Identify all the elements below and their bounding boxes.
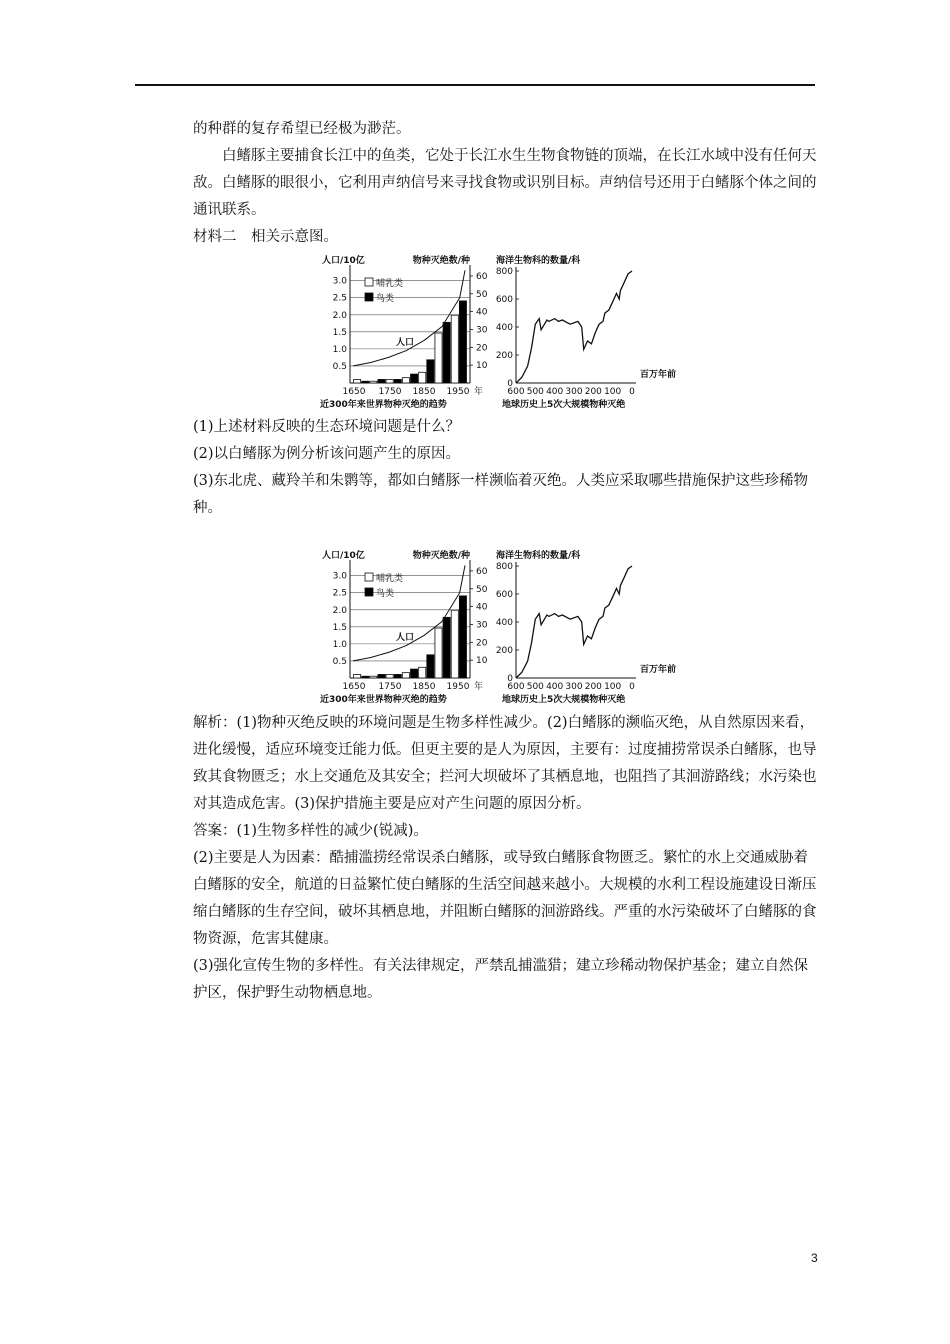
header-rule [135, 84, 815, 86]
bar-mammal [435, 333, 442, 383]
bar-mammal [451, 610, 458, 678]
line-chart-title: 地球历史上5次大规模物种灭绝 [502, 695, 626, 705]
right-tick-label: 20 [476, 343, 488, 354]
line-x-tick-label: 400 [546, 387, 564, 397]
left-tick-label: 0.5 [332, 361, 347, 372]
right-tick-label: 10 [476, 656, 488, 667]
bar-mammal [435, 628, 442, 678]
line-x-tick-label: 0 [629, 682, 635, 692]
bar-bird [459, 301, 466, 383]
legend-label-bird: 鸟类 [376, 589, 395, 599]
line-chart-title: 地球历史上5次大规模物种灭绝 [502, 400, 626, 410]
left-tick-label: 1.5 [332, 327, 347, 338]
bar-bird [443, 322, 450, 383]
bar-mammal [419, 667, 426, 678]
line-x-tick-label: 200 [584, 387, 602, 397]
right-tick-label: 40 [476, 307, 488, 318]
bar-chart-title: 近300年来世界物种灭绝的趋势 [320, 400, 447, 410]
line-x-tick-label: 100 [604, 682, 622, 692]
bar-mammal [402, 378, 409, 383]
population-curve-label: 人口 [396, 338, 415, 348]
right-tick-label: 10 [476, 361, 488, 372]
left-tick-label: 0.5 [332, 656, 347, 667]
x-tick-label: 年 [474, 387, 484, 397]
question-1: (1)上述材料反映的生态环境问题是什么？ [193, 419, 461, 435]
x-tick-label: 1650 [342, 387, 366, 397]
page-number: 3 [811, 1251, 818, 1265]
left-tick-label: 2.0 [332, 310, 347, 321]
analysis-section [193, 710, 817, 1007]
x-tick-label: 1950 [446, 682, 470, 692]
legend-swatch-bird [365, 588, 373, 596]
analysis-text: 解析：(1)物种灭绝反映的环境问题是生物多样性减少。(2)白鳍豚的濒临灭绝，从自然原因来看，进化缓慢，适应环境变迁能力低。但更主要的是人为原因，主要有：过度捕捞常误杀白鳍豚，也导致其食物匮乏；水上交通危及其安全；拦河大坝破坏了其栖息地，也阻挡了其洄游路线；水污染也对其造成危害。(3)保护措施主要是应对产生问题的原因分析。 [193, 715, 817, 812]
line-x-tick-label: 200 [584, 682, 602, 692]
left-tick-label: 2.5 [332, 588, 347, 599]
questions [193, 414, 817, 522]
bar-mammal [402, 673, 409, 678]
bar-mammal [370, 676, 377, 678]
line-y-tick-label: 600 [495, 590, 513, 600]
marine-families-line [516, 271, 632, 383]
right-tick-label: 20 [476, 638, 488, 649]
question-2: (2)以白鳍豚为例分析该问题产生的原因。 [193, 446, 461, 462]
bar-mammal [451, 315, 458, 383]
line-y-tick-label: 200 [495, 351, 513, 361]
figure-bottom-svg [320, 548, 690, 708]
line-x-tick-label: 500 [526, 682, 544, 692]
question-3: (3)东北虎、藏羚羊和朱鹮等，都如白鳍豚一样濒临着灭绝。人类应采取哪些措施保护这些珍稀物种。 [193, 473, 809, 516]
line-x-tick-label: 0 [629, 387, 635, 397]
line-chart-ylabel: 海洋生物科的数量/科 [496, 551, 581, 561]
bar-chart-title: 近300年来世界物种灭绝的趋势 [320, 695, 447, 705]
right-tick-label: 60 [476, 271, 488, 282]
bar-bird [427, 655, 434, 678]
line-y-tick-label: 0 [507, 674, 513, 684]
right-tick-label: 50 [476, 584, 488, 595]
x-tick-label: 1750 [378, 682, 402, 692]
left-tick-label: 3.0 [332, 276, 347, 287]
legend-label-bird: 鸟类 [376, 294, 395, 304]
left-axis-label: 人口/10亿 [322, 551, 365, 561]
line-y-tick-label: 200 [495, 646, 513, 656]
answer-2: (2)主要是人为因素：酷捕滥捞经常误杀白鳍豚，或导致白鳍豚食物匮乏。繁忙的水上交通威胁着白鳍豚的安全，航道的日益繁忙使白鳍豚的生活空间越来越小。大规模的水利工程设施建设日渐压缩白鳍豚的生存空间，破坏其栖息地，并阻断白鳍豚的洄游路线。严重的水污染破坏了白鳍豚的食物资源，危害其健康。 [193, 850, 817, 947]
right-tick-label: 30 [476, 325, 488, 336]
bar-mammal [354, 379, 361, 383]
line-x-tick-label: 400 [546, 682, 564, 692]
x-tick-label: 1850 [412, 682, 436, 692]
line-x-tick-label: 600 [507, 682, 525, 692]
bar-bird [443, 617, 450, 678]
line-chart-xlabel: 百万年前 [639, 370, 676, 380]
passage-paragraph-3: 材料二 相关示意图。 [193, 229, 338, 245]
right-axis-label: 物种灭绝数/种 [412, 551, 470, 561]
figure-top-svg [320, 253, 690, 413]
legend-swatch-bird [365, 293, 373, 301]
right-tick-label: 60 [476, 566, 488, 577]
right-tick-label: 40 [476, 602, 488, 613]
line-y-tick-label: 600 [495, 295, 513, 305]
bar-bird [411, 374, 418, 383]
passage-paragraph-2: 白鳍豚主要捕食长江中的鱼类，它处于长江水生生物食物链的顶端，在长江水域中没有任何天敌。白鳍豚的眼很小，它利用声纳信号来寻找食物或识别目标。声纳信号还用于白鳍豚个体之间的通讯联系。 [193, 148, 817, 218]
left-tick-label: 2.5 [332, 293, 347, 304]
bar-mammal [354, 674, 361, 678]
left-tick-label: 3.0 [332, 571, 347, 582]
bar-bird [362, 381, 369, 383]
line-y-tick-label: 400 [495, 618, 513, 628]
line-y-tick-label: 800 [495, 267, 513, 277]
passage [193, 116, 817, 251]
line-x-tick-label: 100 [604, 387, 622, 397]
left-tick-label: 1.0 [332, 344, 347, 355]
x-tick-label: 1850 [412, 387, 436, 397]
bar-bird [394, 379, 401, 383]
line-y-tick-label: 800 [495, 562, 513, 572]
bar-bird [459, 596, 466, 678]
left-tick-label: 1.5 [332, 622, 347, 633]
bar-bird [411, 669, 418, 678]
line-chart-ylabel: 海洋生物科的数量/科 [496, 256, 581, 266]
bar-mammal [386, 674, 393, 678]
bar-mammal [386, 379, 393, 383]
line-x-tick-label: 300 [565, 682, 583, 692]
bar-bird [362, 676, 369, 678]
answer-3: (3)强化宣传生物的多样性。有关法律规定，严禁乱捕滥猎；建立珍稀动物保护基金；建立自然保护区，保护野生动物栖息地。 [193, 958, 809, 1001]
right-axis-label: 物种灭绝数/种 [412, 256, 470, 266]
marine-families-line [516, 566, 632, 678]
line-x-tick-label: 600 [507, 387, 525, 397]
passage-paragraph-1: 的种群的复存希望已经极为渺茫。 [193, 121, 411, 137]
line-y-tick-label: 400 [495, 323, 513, 333]
bar-bird [394, 674, 401, 678]
legend-label-mammal: 哺乳类 [376, 279, 404, 289]
bar-bird [427, 360, 434, 383]
line-x-tick-label: 500 [526, 387, 544, 397]
left-tick-label: 2.0 [332, 605, 347, 616]
legend-swatch-mammal [365, 278, 373, 286]
x-tick-label: 年 [474, 682, 484, 692]
bar-mammal [370, 381, 377, 383]
left-axis-label: 人口/10亿 [322, 256, 365, 266]
line-chart-xlabel: 百万年前 [639, 665, 676, 675]
population-curve-label: 人口 [396, 633, 415, 643]
line-y-tick-label: 0 [507, 379, 513, 389]
x-tick-label: 1950 [446, 387, 470, 397]
right-tick-label: 30 [476, 620, 488, 631]
legend-swatch-mammal [365, 573, 373, 581]
bar-bird [378, 674, 385, 678]
figure-bottom [320, 548, 690, 708]
answer-1: 答案：(1)生物多样性的减少(锐减)。 [193, 823, 428, 839]
x-tick-label: 1750 [378, 387, 402, 397]
bar-bird [378, 379, 385, 383]
right-tick-label: 50 [476, 289, 488, 300]
bar-mammal [419, 372, 426, 383]
line-x-tick-label: 300 [565, 387, 583, 397]
left-tick-label: 1.0 [332, 639, 347, 650]
x-tick-label: 1650 [342, 682, 366, 692]
figure-top [320, 253, 690, 413]
legend-label-mammal: 哺乳类 [376, 574, 404, 584]
